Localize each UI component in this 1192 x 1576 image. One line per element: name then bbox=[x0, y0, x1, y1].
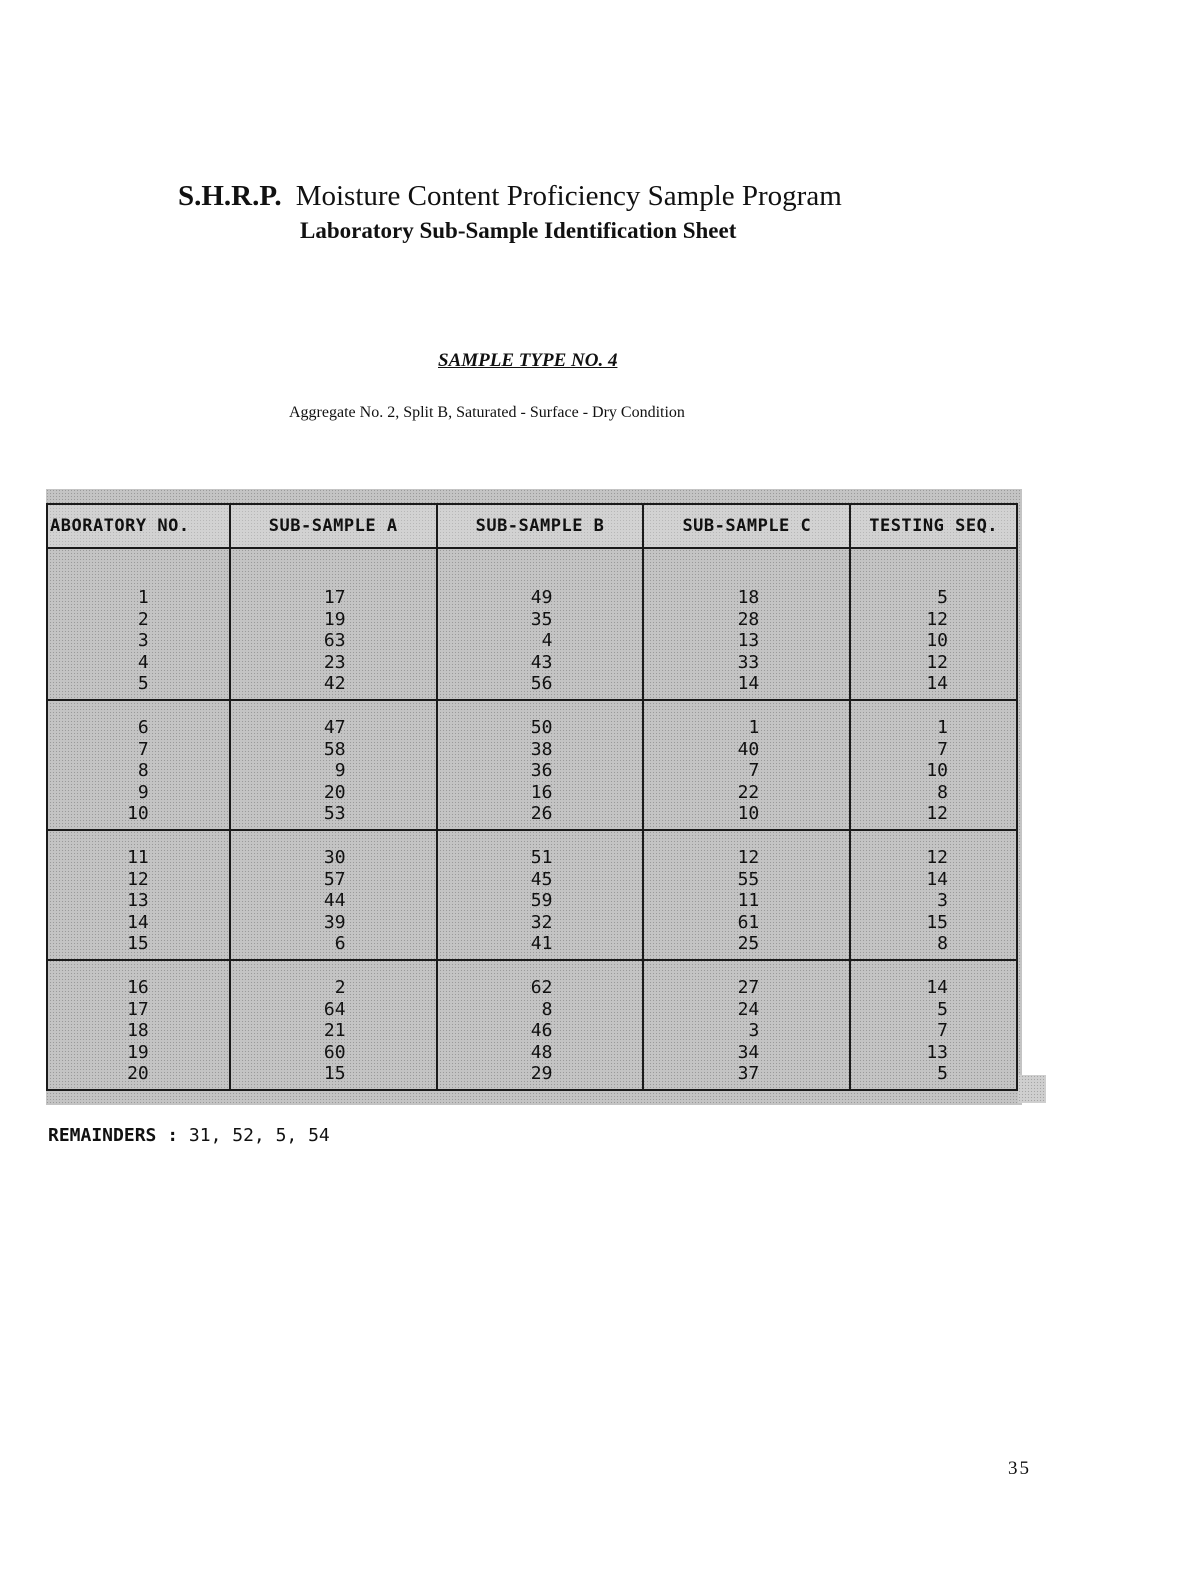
lab-number: 8 bbox=[137, 760, 149, 782]
sub-sample-a-value: 6 bbox=[334, 933, 346, 955]
org-abbreviation: S.H.R.P. bbox=[178, 180, 282, 212]
sub-sample-c-value: 18 bbox=[737, 587, 760, 609]
sub-sample-c-value: 13 bbox=[737, 630, 760, 652]
sub-sample-c-value: 1 bbox=[748, 717, 760, 739]
header-testing-seq: TESTING SEQ. bbox=[850, 504, 1017, 548]
sub-sample-c-value: 22 bbox=[737, 781, 760, 803]
testing-seq-value: 7 bbox=[937, 1020, 948, 1042]
laboratory-no-cell bbox=[47, 830, 230, 960]
sub-sample-c-value: 33 bbox=[737, 651, 760, 673]
sub-sample-a-value: 2 bbox=[334, 977, 346, 999]
testing-seq-value: 5 bbox=[937, 587, 948, 609]
testing-seq-value: 1 bbox=[937, 717, 948, 739]
sub-sample-a-value: 9 bbox=[334, 760, 346, 782]
sub-sample-a-value: 39 bbox=[323, 911, 346, 933]
sub-sample-a-value: 21 bbox=[323, 1020, 346, 1042]
testing-seq-value: 10 bbox=[926, 630, 948, 652]
sub-sample-a-value: 53 bbox=[323, 803, 346, 825]
sub-sample-c-cell bbox=[643, 700, 850, 830]
sub-sample-a-value: 57 bbox=[323, 868, 346, 890]
sub-sample-b-value: 56 bbox=[530, 673, 553, 695]
remainders-line bbox=[48, 1125, 330, 1146]
lab-number: 19 bbox=[127, 1041, 149, 1063]
sub-sample-b-value: 35 bbox=[530, 608, 553, 630]
remainders-values: 31, 52, 5, 54 bbox=[188, 1125, 330, 1146]
sub-sample-a-value: 30 bbox=[323, 847, 346, 869]
sub-sample-b-value: 38 bbox=[530, 738, 553, 760]
sub-sample-b-cell bbox=[437, 548, 644, 700]
sub-sample-b-value: 43 bbox=[530, 651, 553, 673]
sub-sample-b-value: 36 bbox=[530, 760, 553, 782]
sub-sample-c-value: 34 bbox=[737, 1041, 760, 1063]
table-row-group bbox=[47, 548, 1017, 700]
sub-sample-b-value: 51 bbox=[530, 847, 553, 869]
header-laboratory-no: ABORATORY NO. bbox=[47, 504, 230, 548]
header-sub-sample-a: SUB-SAMPLE A bbox=[230, 504, 437, 548]
page-number: 35 bbox=[1008, 1458, 1031, 1479]
sub-sample-c-value: 10 bbox=[737, 803, 760, 825]
table-row-group bbox=[47, 700, 1017, 830]
sub-sample-c-value: 61 bbox=[737, 911, 760, 933]
testing-seq-value: 8 bbox=[937, 781, 948, 803]
sub-sample-c-value: 55 bbox=[737, 868, 760, 890]
sub-sample-a-value: 60 bbox=[323, 1041, 346, 1063]
sub-sample-a-value: 47 bbox=[323, 717, 346, 739]
sub-sample-a-cell bbox=[230, 548, 437, 700]
sub-sample-c-value: 7 bbox=[748, 760, 760, 782]
sub-sample-b-cell bbox=[437, 830, 644, 960]
sub-sample-a-value: 64 bbox=[323, 998, 346, 1020]
lab-number: 11 bbox=[127, 847, 149, 869]
testing-seq-value: 10 bbox=[926, 760, 948, 782]
lab-number: 13 bbox=[127, 890, 149, 912]
testing-seq-value: 5 bbox=[937, 998, 948, 1020]
testing-seq-value: 12 bbox=[926, 651, 948, 673]
lab-number: 9 bbox=[137, 781, 149, 803]
testing-seq-cell bbox=[850, 830, 1017, 960]
laboratory-no-cell bbox=[47, 548, 230, 700]
laboratory-no-cell bbox=[47, 960, 230, 1090]
sub-sample-a-value: 42 bbox=[323, 673, 346, 695]
testing-seq-value: 3 bbox=[937, 890, 948, 912]
sub-sample-a-value: 19 bbox=[323, 608, 346, 630]
sub-sample-a-cell bbox=[230, 700, 437, 830]
laboratory-no-cell bbox=[47, 700, 230, 830]
sub-sample-b-value: 59 bbox=[530, 890, 553, 912]
sub-sample-c-cell bbox=[643, 548, 850, 700]
sub-sample-table bbox=[46, 503, 1018, 1091]
sub-sample-b-value: 26 bbox=[530, 803, 553, 825]
sub-sample-a-cell bbox=[230, 830, 437, 960]
testing-seq-value: 5 bbox=[937, 1063, 948, 1085]
testing-seq-value: 12 bbox=[926, 803, 948, 825]
lab-number: 14 bbox=[127, 911, 149, 933]
sample-description: Aggregate No. 2, Split B, Saturated - Surface - Dry Condition bbox=[289, 404, 685, 421]
sub-sample-c-cell bbox=[643, 960, 850, 1090]
sub-sample-b-value: 8 bbox=[541, 998, 553, 1020]
testing-seq-value: 8 bbox=[937, 933, 948, 955]
sub-sample-c-value: 27 bbox=[737, 977, 760, 999]
testing-seq-value: 12 bbox=[926, 608, 948, 630]
sub-sample-a-value: 44 bbox=[323, 890, 346, 912]
sub-sample-a-value: 58 bbox=[323, 738, 346, 760]
sub-sample-c-value: 3 bbox=[748, 1020, 760, 1042]
table-header-row bbox=[47, 504, 1017, 548]
sub-sample-a-value: 63 bbox=[323, 630, 346, 652]
table-row-group bbox=[47, 830, 1017, 960]
remainders-label: REMAINDERS : bbox=[48, 1125, 179, 1146]
sub-sample-a-value: 20 bbox=[323, 781, 346, 803]
testing-seq-value: 12 bbox=[926, 847, 948, 869]
lab-number: 4 bbox=[137, 651, 149, 673]
testing-seq-cell bbox=[850, 548, 1017, 700]
sub-sample-c-value: 28 bbox=[737, 608, 760, 630]
sub-sample-c-value: 40 bbox=[737, 738, 760, 760]
sub-sample-a-value: 17 bbox=[323, 587, 346, 609]
sub-sample-c-value: 12 bbox=[737, 847, 760, 869]
sub-sample-b-cell bbox=[437, 700, 644, 830]
sub-sample-c-value: 37 bbox=[737, 1063, 760, 1085]
sub-sample-a-value: 23 bbox=[323, 651, 346, 673]
sub-sample-c-value: 14 bbox=[737, 673, 760, 695]
testing-seq-value: 13 bbox=[926, 1041, 948, 1063]
sub-sample-b-value: 29 bbox=[530, 1063, 553, 1085]
sub-sample-a-cell bbox=[230, 960, 437, 1090]
testing-seq-cell bbox=[850, 960, 1017, 1090]
header-sub-sample-c: SUB-SAMPLE C bbox=[643, 504, 850, 548]
testing-seq-cell bbox=[850, 700, 1017, 830]
table-shaded-background-corner bbox=[1018, 1075, 1046, 1103]
header-sub-sample-b: SUB-SAMPLE B bbox=[437, 504, 644, 548]
sub-sample-a-value: 15 bbox=[323, 1063, 346, 1085]
sub-sample-b-cell bbox=[437, 960, 644, 1090]
sub-sample-c-value: 25 bbox=[737, 933, 760, 955]
sub-sample-c-cell bbox=[643, 830, 850, 960]
lab-number: 18 bbox=[127, 1020, 149, 1042]
testing-seq-value: 14 bbox=[926, 977, 948, 999]
testing-seq-value: 14 bbox=[926, 868, 948, 890]
sub-sample-b-value: 46 bbox=[530, 1020, 553, 1042]
sub-sample-c-value: 11 bbox=[737, 890, 760, 912]
testing-seq-value: 7 bbox=[937, 738, 948, 760]
lab-number: 17 bbox=[127, 998, 149, 1020]
document-subtitle: Laboratory Sub-Sample Identification Sheet bbox=[300, 218, 737, 243]
testing-seq-value: 14 bbox=[926, 673, 948, 695]
lab-number: 15 bbox=[127, 933, 149, 955]
sub-sample-b-value: 16 bbox=[530, 781, 553, 803]
sub-sample-b-value: 4 bbox=[541, 630, 553, 652]
lab-number: 3 bbox=[137, 630, 149, 652]
sub-sample-b-value: 50 bbox=[530, 717, 553, 739]
sub-sample-c-value: 24 bbox=[737, 998, 760, 1020]
lab-number: 10 bbox=[127, 803, 149, 825]
sub-sample-b-value: 48 bbox=[530, 1041, 553, 1063]
lab-number: 16 bbox=[127, 977, 149, 999]
lab-number: 5 bbox=[137, 673, 149, 695]
sub-sample-b-value: 45 bbox=[530, 868, 553, 890]
lab-number: 12 bbox=[127, 868, 149, 890]
testing-seq-value: 15 bbox=[926, 911, 948, 933]
sub-sample-b-value: 41 bbox=[530, 933, 553, 955]
sub-sample-b-value: 49 bbox=[530, 587, 553, 609]
sub-sample-b-value: 32 bbox=[530, 911, 553, 933]
lab-number: 2 bbox=[137, 608, 149, 630]
document-title bbox=[178, 178, 842, 214]
lab-number: 6 bbox=[137, 717, 149, 739]
table-row-group bbox=[47, 960, 1017, 1090]
lab-number: 1 bbox=[137, 587, 149, 609]
sub-sample-b-value: 62 bbox=[530, 977, 553, 999]
program-title: Moisture Content Proficiency Sample Program bbox=[295, 180, 842, 212]
lab-number: 20 bbox=[127, 1063, 149, 1085]
lab-number: 7 bbox=[137, 738, 149, 760]
sample-type-heading: SAMPLE TYPE NO. 4 bbox=[438, 350, 618, 371]
